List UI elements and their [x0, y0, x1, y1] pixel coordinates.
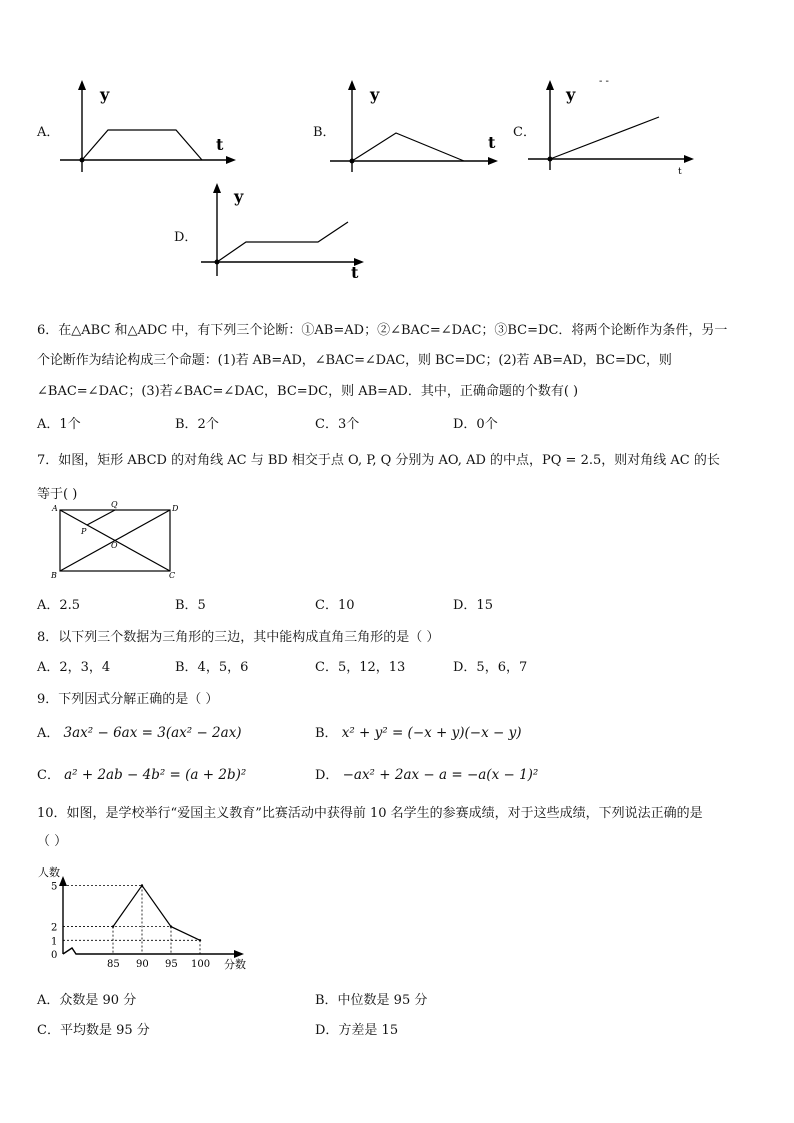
q7-option-c: C．10 — [315, 598, 355, 613]
q6-line-3: ∠BAC=∠DAC；(3)若∠BAC=∠DAC，BC=DC，则 AB=AD．其中，正确命题的个数有( ) — [37, 384, 579, 399]
chart-x-axis — [63, 948, 238, 954]
q8-line: 8．以下列三个数据为三角形的三边，其中能构成直角三角形的是（ ） — [37, 630, 440, 645]
q5-option-a-label: A． — [37, 125, 60, 140]
stray-mark: - - — [599, 76, 609, 87]
chart-xlabel: 分数 — [224, 958, 246, 971]
q9-option-c — [37, 764, 246, 783]
q8-option-b: B．4，5，6 — [175, 660, 249, 675]
y-arrow — [546, 80, 554, 90]
q6-line-2: 个论断作为结论构成三个命题：(1)若 AB=AD，∠BAC=∠DAC，则 BC=DC；(2)若 AB=AD，BC=DC，则 — [37, 353, 672, 368]
q9-option-a-expr: 3ax² − 6ax = 3(ax² − 2ax) — [63, 725, 242, 741]
label-p: P — [81, 527, 87, 536]
q9-line: 9．下列因式分解正确的是（ ） — [37, 692, 219, 707]
label-q: Q — [111, 500, 118, 509]
q5-graph-c — [528, 74, 708, 178]
q7-rectangle-figure — [45, 500, 185, 582]
label-d: D — [172, 504, 179, 513]
q5-option-d-label: D． — [174, 230, 198, 245]
q8-option-d: D．5，6，7 — [453, 660, 528, 675]
q7-option-a: A．2.5 — [37, 598, 81, 613]
q10-line-1: 10．如图，是学校举行“爱国主义教育”比赛活动中获得前 10 名学生的参赛成绩，对于这些成绩，下列说法正确的是 — [37, 806, 703, 821]
q6-option-b: B．2个 — [175, 417, 219, 432]
q9-option-d — [315, 764, 538, 783]
chart-y-arrow — [59, 876, 67, 886]
y-arrow — [348, 80, 356, 90]
q7-line-2: 等于( ) — [37, 487, 78, 502]
q6-option-d: D．0个 — [453, 417, 498, 432]
label-o: O — [111, 541, 118, 550]
chart-y-tick-0: 0 — [51, 950, 58, 961]
chart-x-tick-85: 85 — [107, 959, 120, 970]
q9-option-a-label: A． — [37, 726, 60, 741]
q9-option-b-expr: x² + y² = (−x + y)(−x − y) — [341, 725, 522, 741]
y-label: y — [566, 85, 576, 104]
chart-series-line — [113, 886, 200, 941]
q10-option-b: B．中位数是 95 分 — [315, 993, 428, 1008]
q10-score-chart — [38, 862, 258, 977]
q6-line-1: 6．在△ABC 和△ADC 中，有下列三个论断：①AB=AD；②∠BAC=∠DAC；③BC=DC．将两个论断作为条件，另一 — [37, 323, 728, 338]
y-arrow — [78, 80, 86, 90]
y-label: y — [370, 85, 380, 104]
chart-y-tick-2: 2 — [51, 922, 58, 934]
q9-option-c-expr: a² + 2ab − 4b² = (a + 2b)² — [64, 767, 247, 783]
chart-y-tick-1: 1 — [51, 936, 58, 948]
graph-curve — [352, 133, 464, 161]
q5-graph-d — [196, 180, 376, 280]
chart-y-tick-5: 5 — [51, 881, 58, 893]
q5-option-b-label: B． — [313, 125, 336, 140]
q5-option-c-label: C． — [513, 125, 536, 140]
chart-x-arrow — [234, 950, 244, 958]
y-label: y — [234, 187, 244, 206]
q5-graph-b — [330, 78, 510, 178]
q8-option-a: A．2，3，4 — [37, 660, 111, 675]
q7-option-b: B．5 — [175, 598, 206, 613]
graph-curve — [217, 222, 348, 262]
graph-curve — [550, 117, 659, 159]
label-b: B — [51, 571, 57, 580]
chart-x-tick-90: 90 — [136, 959, 149, 970]
y-label: y — [100, 85, 110, 104]
x-label: t — [351, 263, 359, 280]
chart-ylabel: 人数 — [38, 866, 60, 879]
q10-option-d: D．方差是 15 — [315, 1023, 399, 1038]
q9-option-d-label: D． — [315, 768, 339, 783]
q8-option-c: C．5，12，13 — [315, 660, 406, 675]
q10-option-c: C．平均数是 95 分 — [37, 1023, 150, 1038]
q6-option-c: C．3个 — [315, 417, 360, 432]
q10-option-a: A．众数是 90 分 — [37, 993, 137, 1008]
x-label: t — [678, 167, 682, 177]
q10-line-2: （ ） — [37, 834, 68, 849]
q9-option-c-label: C． — [37, 768, 60, 783]
q9-option-a — [37, 722, 242, 741]
q7-line-1: 7．如图，矩形 ABCD 的对角线 AC 与 BD 相交于点 O, P, Q 分别为 AO, AD 的中点，PQ = 2.5，则对角线 AC 的长 — [37, 453, 720, 468]
q7-option-d: D．15 — [453, 598, 493, 613]
x-arrow — [226, 156, 236, 164]
q5-graph-a — [60, 78, 240, 178]
chart-x-tick-95: 95 — [165, 959, 178, 970]
q9-option-b — [315, 722, 522, 741]
x-arrow — [488, 157, 498, 165]
label-c: C — [169, 571, 176, 580]
q9-option-b-label: B． — [315, 726, 338, 741]
chart-x-tick-100: 100 — [191, 959, 211, 970]
q9-option-d-expr: −ax² + 2ax − a = −a(x − 1)² — [342, 767, 539, 783]
x-label: t — [488, 133, 496, 152]
x-arrow — [684, 155, 694, 163]
graph-curve — [82, 130, 202, 160]
x-label: t — [216, 135, 224, 154]
y-arrow — [213, 183, 221, 193]
segment-pq — [87, 510, 115, 525]
label-a: A — [52, 504, 58, 513]
q6-option-a: A．1个 — [37, 417, 81, 432]
